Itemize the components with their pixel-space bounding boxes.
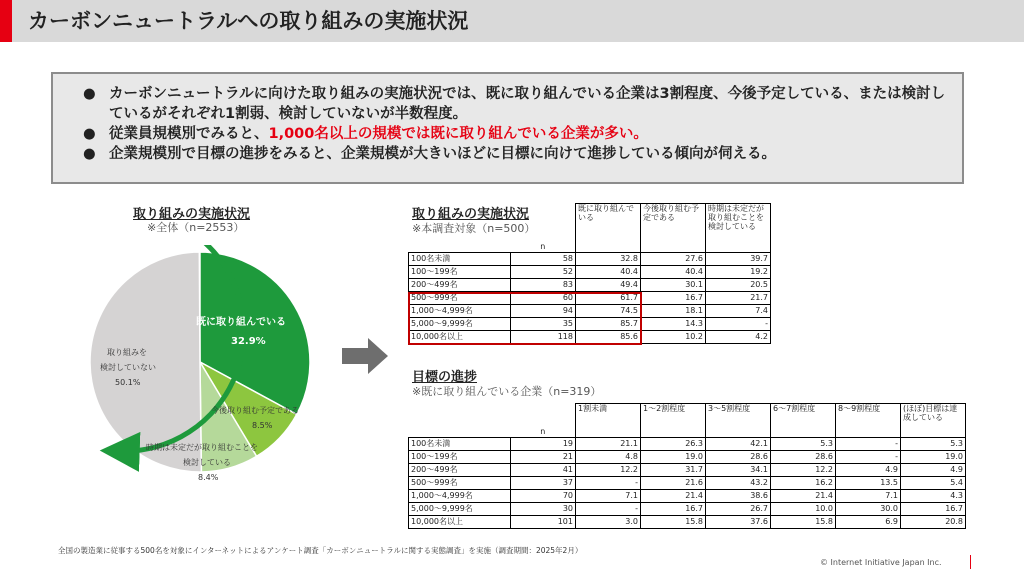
table-cell: - [836, 437, 901, 450]
table-row [409, 502, 966, 515]
table-row [409, 437, 966, 450]
table-cell: 3.0 [576, 515, 641, 528]
table-cell: 13.5 [836, 476, 901, 489]
column-header: 既に取り組んでいる [576, 204, 641, 253]
row-n: 19 [511, 437, 576, 450]
footer-accent-bar [970, 555, 971, 569]
row-n: 60 [511, 291, 576, 304]
summary-text: 従業員規模別でみると、 [109, 126, 269, 142]
table-cell: 12.2 [771, 463, 836, 476]
page-title: カーボンニュートラルへの取り組みの実施状況 [28, 9, 469, 33]
table-cell: 5.4 [901, 476, 966, 489]
table-cell: 21.6 [641, 476, 706, 489]
row-n: 52 [511, 265, 576, 278]
row-label: 10,000名以上 [409, 330, 511, 343]
table-cell: 19.0 [641, 450, 706, 463]
table-cell: 43.2 [706, 476, 771, 489]
table-cell: 4.9 [836, 463, 901, 476]
table-cell: 5.3 [901, 437, 966, 450]
summary-highlight: 1,000名以上の規模では既に取り組んでいる企業が多い。 [268, 126, 648, 142]
row-n: 94 [511, 304, 576, 317]
table-row [409, 265, 771, 278]
summary-box [51, 72, 964, 184]
pie-label-s3-value: 8.4% [198, 473, 219, 482]
summary-text: 企業規模別で目標の進捗をみると、企業規模が大きいほどに目標に向けて進捗している傾向が伺える。 [109, 146, 776, 162]
table-cell: 4.9 [901, 463, 966, 476]
pie-label-s1-name: 既に取り組んでいる [196, 317, 286, 328]
table-cell: - [706, 317, 771, 330]
table-cell: 18.1 [641, 304, 706, 317]
table-cell: 7.4 [706, 304, 771, 317]
table-cell: 5.3 [771, 437, 836, 450]
row-label: 100名未満 [409, 437, 511, 450]
row-label: 5,000～9,999名 [409, 502, 511, 515]
table-row [409, 476, 966, 489]
table-cell: 30.0 [836, 502, 901, 515]
table-row [409, 450, 966, 463]
table-row [409, 252, 771, 265]
row-label: 500～999名 [409, 476, 511, 489]
table-cell: 15.8 [641, 515, 706, 528]
summary-item [83, 124, 953, 144]
table-cell: 74.5 [576, 304, 641, 317]
row-label: 1,000～4,999名 [409, 489, 511, 502]
column-header: 8～9割程度 [836, 404, 901, 438]
pie-title: 取り組みの実施状況 [133, 207, 251, 222]
table-cell: 4.8 [576, 450, 641, 463]
column-header: 1～2割程度 [641, 404, 706, 438]
table-cell: 12.2 [576, 463, 641, 476]
table-cell: 6.9 [836, 515, 901, 528]
table-cell: 4.3 [901, 489, 966, 502]
bullet-icon: ● [83, 86, 96, 102]
row-label: 5,000～9,999名 [409, 317, 511, 330]
summary-text: カーボンニュートラルに向けた取り組みの実施状況では、既に取り組んでいる企業は3割程度、今後予定している、または検討しているがそれぞれ1割弱、検討していないが半数程度。 [109, 86, 946, 122]
table-header-row [409, 404, 966, 438]
row-n: 83 [511, 278, 576, 291]
table-cell: 20.8 [901, 515, 966, 528]
table-cell: 10.2 [641, 330, 706, 343]
table-cell: 20.5 [706, 278, 771, 291]
row-label: 100～199名 [409, 265, 511, 278]
table-cell: 16.7 [901, 502, 966, 515]
n-header: n [511, 404, 576, 438]
table-cell: 16.7 [641, 291, 706, 304]
pie-subtitle: ※全体（n=2553） [147, 221, 245, 234]
n-header: n [511, 204, 576, 253]
table1-title: 取り組みの実施状況 [412, 207, 530, 222]
header-accent-bar [0, 0, 12, 42]
column-header: (ほぼ)目標は達成している [901, 404, 966, 438]
row-label: 500～999名 [409, 291, 511, 304]
table1-subtitle: ※本調査対象（n=500） [412, 222, 536, 235]
row-n: 41 [511, 463, 576, 476]
pie-label-s3-name-1: 時期は未定だが取り組むことを [146, 443, 258, 452]
table-header-row [409, 204, 771, 253]
table-cell: - [576, 476, 641, 489]
row-label: 200～499名 [409, 463, 511, 476]
row-n: 35 [511, 317, 576, 330]
table-body [409, 437, 966, 528]
row-n: 21 [511, 450, 576, 463]
pie-label-s1-value: 32.9% [231, 336, 266, 347]
table-cell: 40.4 [576, 265, 641, 278]
row-label: 1,000～4,999名 [409, 304, 511, 317]
table-cell: - [576, 502, 641, 515]
header-bar [0, 0, 1024, 42]
progress-table [408, 403, 966, 529]
table-cell: 28.6 [771, 450, 836, 463]
table-cell: 4.2 [706, 330, 771, 343]
pie-label-s2-name: 今後取り組む予定である [211, 406, 299, 415]
table-cell: 10.0 [771, 502, 836, 515]
table-cell: 19.2 [706, 265, 771, 278]
summary-list [83, 84, 953, 164]
table2-title: 目標の進捗 [412, 370, 478, 385]
table-cell: 19.0 [901, 450, 966, 463]
table-cell: 21.7 [706, 291, 771, 304]
pie-label-s2-value: 8.5% [252, 421, 273, 430]
table-cell: 26.7 [706, 502, 771, 515]
table-row [409, 515, 966, 528]
table-row [409, 463, 966, 476]
table-cell: 37.6 [706, 515, 771, 528]
row-n: 101 [511, 515, 576, 528]
table-cell: 42.1 [706, 437, 771, 450]
row-label: 10,000名以上 [409, 515, 511, 528]
row-n: 58 [511, 252, 576, 265]
table-cell: 61.7 [576, 291, 641, 304]
table-cell: 27.6 [641, 252, 706, 265]
table-row [409, 489, 966, 502]
bullet-icon: ● [83, 146, 96, 162]
summary-item [83, 144, 953, 164]
table-cell: 39.7 [706, 252, 771, 265]
table-row [409, 278, 771, 291]
table2-subtitle: ※既に取り組んでいる企業（n=319） [412, 385, 602, 398]
table-cell: 34.1 [706, 463, 771, 476]
table-cell: 85.7 [576, 317, 641, 330]
table-cell: 30.1 [641, 278, 706, 291]
column-header: 時期は未定だが取り組むことを検討している [706, 204, 771, 253]
table-cell: 31.7 [641, 463, 706, 476]
table-cell: 21.4 [771, 489, 836, 502]
table-cell: 49.4 [576, 278, 641, 291]
row-n: 37 [511, 476, 576, 489]
copyright: © Internet Initiative Japan Inc. [820, 558, 942, 567]
column-header: 今後取り組む予定である [641, 204, 706, 253]
pie-label-s4-name-1: 取り組みを [107, 348, 147, 357]
table-cell: 7.1 [836, 489, 901, 502]
table-cell: 28.6 [706, 450, 771, 463]
table-cell: 21.1 [576, 437, 641, 450]
table-cell: 38.6 [706, 489, 771, 502]
table-cell: 14.3 [641, 317, 706, 330]
table-cell: 21.4 [641, 489, 706, 502]
bullet-icon: ● [83, 126, 96, 142]
table-cell: 15.8 [771, 515, 836, 528]
row-label: 200～499名 [409, 278, 511, 291]
row-n: 118 [511, 330, 576, 343]
row-label: 100名未満 [409, 252, 511, 265]
column-header: 6～7割程度 [771, 404, 836, 438]
column-header: 3～5割程度 [706, 404, 771, 438]
pie-label-s3-name-2: 検討している [183, 458, 231, 467]
table-cell: 26.3 [641, 437, 706, 450]
highlight-box [408, 292, 642, 345]
table-cell: 16.2 [771, 476, 836, 489]
table-cell: 7.1 [576, 489, 641, 502]
pie-label-s4-name-2: 検討していない [100, 363, 156, 372]
pie-label-s4-value: 50.1% [115, 378, 141, 387]
row-n: 70 [511, 489, 576, 502]
footnote: 全国の製造業に従事する500名を対象にインターネットによるアンケート調査「カーボンニュートラルに関する実態調査」を実施（調査期間：2025年2月） [58, 546, 583, 555]
row-label: 100～199名 [409, 450, 511, 463]
table-cell: 40.4 [641, 265, 706, 278]
table-cell: 32.8 [576, 252, 641, 265]
right-arrow-icon [340, 336, 390, 376]
column-header: 1割未満 [576, 404, 641, 438]
table-cell: 16.7 [641, 502, 706, 515]
table-cell: 85.6 [576, 330, 641, 343]
summary-item [83, 84, 953, 124]
row-n: 30 [511, 502, 576, 515]
table-cell: - [836, 450, 901, 463]
